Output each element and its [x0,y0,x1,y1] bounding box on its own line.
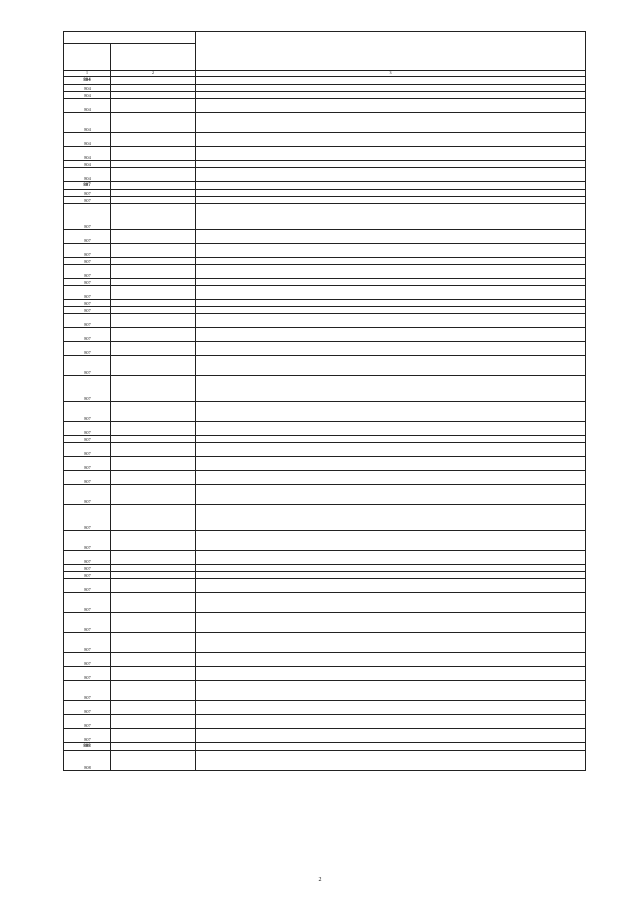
income-name-cell [196,751,586,771]
income-name-cell [196,92,586,99]
admin-code-cell: 808 [64,751,111,771]
income-name-cell [196,190,586,197]
income-code-cell [111,593,196,613]
table-row [64,729,586,743]
column-index: 2 [111,71,196,77]
income-code-cell [111,328,196,342]
table-row [64,258,586,265]
income-name-cell [196,572,586,579]
admin-code-cell: 807 [64,653,111,667]
income-code-cell [111,204,196,230]
admin-code-cell: 807 [64,485,111,505]
income-name-cell [196,279,586,286]
admin-code-cell: 804 [64,85,111,92]
section-row [64,743,586,751]
income-name-cell [196,244,586,258]
income-name-cell [196,77,586,85]
table-row [64,551,586,565]
admin-code-cell: 807 [64,265,111,279]
table-row [64,197,586,204]
admin-code-cell: 807 [64,356,111,376]
income-code-cell [111,715,196,729]
admin-code-cell: 807 [64,204,111,230]
section-row [64,182,586,190]
page-number: 2 [318,877,322,883]
income-code-cell [111,436,196,443]
admin-code-cell: 804 [64,113,111,133]
income-code-cell [111,286,196,300]
income-code-cell [111,300,196,307]
admin-code-cell: 807 [64,300,111,307]
name-column-header [196,32,586,71]
table-row [64,300,586,307]
admin-code-cell: 808 [64,743,111,751]
income-name-cell [196,147,586,161]
table-row [64,342,586,356]
income-code-cell [111,147,196,161]
income-name-cell [196,314,586,328]
budget-classification-header [64,32,196,44]
income-code-cell [111,681,196,701]
income-name-cell [196,204,586,230]
income-name-cell [196,701,586,715]
admin-code-cell: 804 [64,133,111,147]
admin-code-cell: 807 [64,443,111,457]
table-row [64,168,586,182]
table-row [64,161,586,168]
table-row [64,653,586,667]
income-name-cell [196,485,586,505]
admin-code-cell: 807 [64,613,111,633]
table-row [64,443,586,457]
table-row [64,307,586,314]
table-row [64,565,586,572]
income-code-cell [111,356,196,376]
admin-code-cell: 807 [64,681,111,701]
admin-code-cell: 807 [64,715,111,729]
income-name-cell [196,593,586,613]
table-row [64,92,586,99]
column-index: 3 [196,71,586,77]
income-code-cell [111,182,196,190]
income-name-cell [196,613,586,633]
income-code-cell [111,471,196,485]
income-code-cell [111,77,196,85]
income-code-cell [111,133,196,147]
table-row [64,265,586,279]
admin-code-cell: 807 [64,436,111,443]
table-row [64,85,586,92]
income-name-cell [196,729,586,743]
income-code-cell [111,751,196,771]
table-row [64,505,586,531]
income-name-cell [196,653,586,667]
income-name-cell [196,265,586,279]
income-name-cell [196,743,586,751]
income-code-cell [111,565,196,572]
admin-code-header [64,44,111,71]
table-row [64,751,586,771]
income-code-cell [111,443,196,457]
income-code-cell [111,279,196,286]
income-name-cell [196,182,586,190]
income-code-cell [111,457,196,471]
table-header-row [64,32,586,44]
income-name-cell [196,376,586,402]
admin-code-cell: 807 [64,701,111,715]
table-row [64,633,586,653]
income-name-cell [196,681,586,701]
table-row [64,279,586,286]
income-code-cell [111,376,196,402]
income-code-cell [111,230,196,244]
admin-code-cell: 807 [64,286,111,300]
admin-code-cell: 807 [64,197,111,204]
income-code-cell [111,190,196,197]
income-name-cell [196,471,586,485]
admin-code-cell: 807 [64,182,111,190]
admin-code-cell: 804 [64,161,111,168]
admin-code-cell: 807 [64,230,111,244]
income-code-cell [111,99,196,113]
admin-code-cell: 807 [64,667,111,681]
table-row [64,531,586,551]
income-name-cell [196,197,586,204]
admin-code-cell: 807 [64,314,111,328]
table-row [64,471,586,485]
admin-code-cell: 804 [64,147,111,161]
admin-code-cell: 807 [64,342,111,356]
income-code-cell [111,258,196,265]
income-name-cell [196,356,586,376]
table-row [64,572,586,579]
admin-code-cell: 804 [64,92,111,99]
income-code-cell [111,244,196,258]
admin-code-cell: 807 [64,531,111,551]
admin-code-cell: 807 [64,565,111,572]
income-name-cell [196,85,586,92]
income-name-cell [196,258,586,265]
income-code-cell [111,572,196,579]
admin-code-cell: 807 [64,279,111,286]
income-name-cell [196,443,586,457]
income-code-cell [111,402,196,422]
table-row [64,457,586,471]
income-name-cell [196,133,586,147]
income-name-cell [196,230,586,244]
admin-code-cell: 807 [64,258,111,265]
income-code-cell [111,729,196,743]
income-name-cell [196,565,586,572]
table-row [64,356,586,376]
document-page [63,31,585,771]
income-name-cell [196,113,586,133]
income-name-cell [196,531,586,551]
table-row [64,314,586,328]
income-code-cell [111,579,196,593]
table-row [64,190,586,197]
income-name-cell [196,422,586,436]
table-row [64,715,586,729]
income-code-cell [111,551,196,565]
income-name-cell [196,457,586,471]
income-name-cell [196,633,586,653]
income-name-cell [196,286,586,300]
table-row [64,376,586,402]
admin-code-cell: 807 [64,505,111,531]
income-code-cell [111,667,196,681]
income-code-cell [111,85,196,92]
column-index: 1 [64,71,111,77]
admin-code-cell: 807 [64,593,111,613]
admin-code-cell: 807 [64,457,111,471]
table-row [64,593,586,613]
income-name-cell [196,436,586,443]
income-name-cell [196,307,586,314]
admin-code-cell: 804 [64,99,111,113]
table-row [64,99,586,113]
income-codes-table [63,31,586,771]
income-code-cell [111,531,196,551]
table-row [64,286,586,300]
admin-code-cell: 807 [64,422,111,436]
table-row [64,667,586,681]
table-row [64,422,586,436]
income-code-header [111,44,196,71]
admin-code-cell: 804 [64,77,111,85]
admin-code-cell: 807 [64,402,111,422]
table-row [64,436,586,443]
income-name-cell [196,715,586,729]
table-row [64,328,586,342]
income-name-cell [196,505,586,531]
income-code-cell [111,653,196,667]
admin-code-cell: 807 [64,471,111,485]
admin-code-cell: 807 [64,579,111,593]
income-code-cell [111,485,196,505]
table-row [64,230,586,244]
income-code-cell [111,701,196,715]
income-name-cell [196,667,586,681]
admin-code-cell: 807 [64,328,111,342]
admin-code-cell: 807 [64,244,111,258]
admin-code-cell: 804 [64,168,111,182]
income-name-cell [196,328,586,342]
table-body [64,77,586,771]
income-name-cell [196,161,586,168]
income-code-cell [111,505,196,531]
table-row [64,133,586,147]
income-code-cell [111,113,196,133]
income-name-cell [196,579,586,593]
admin-code-cell: 807 [64,551,111,565]
income-code-cell [111,613,196,633]
table-row [64,701,586,715]
table-row [64,681,586,701]
table-row [64,204,586,230]
income-code-cell [111,161,196,168]
income-name-cell [196,342,586,356]
admin-code-cell: 807 [64,633,111,653]
income-code-cell [111,197,196,204]
table-row [64,244,586,258]
table-row [64,402,586,422]
admin-code-cell: 807 [64,729,111,743]
table-row [64,147,586,161]
income-name-cell [196,168,586,182]
income-name-cell [196,99,586,113]
income-name-cell [196,551,586,565]
income-code-cell [111,342,196,356]
section-row [64,77,586,85]
admin-code-cell: 807 [64,307,111,314]
income-code-cell [111,307,196,314]
income-code-cell [111,265,196,279]
table-row [64,579,586,593]
admin-code-cell: 807 [64,190,111,197]
income-code-cell [111,168,196,182]
income-code-cell [111,422,196,436]
table-row [64,485,586,505]
table-row [64,113,586,133]
admin-code-cell: 807 [64,572,111,579]
income-code-cell [111,633,196,653]
income-name-cell [196,402,586,422]
table-row [64,613,586,633]
income-name-cell [196,300,586,307]
income-code-cell [111,743,196,751]
income-code-cell [111,92,196,99]
admin-code-cell: 807 [64,376,111,402]
income-code-cell [111,314,196,328]
